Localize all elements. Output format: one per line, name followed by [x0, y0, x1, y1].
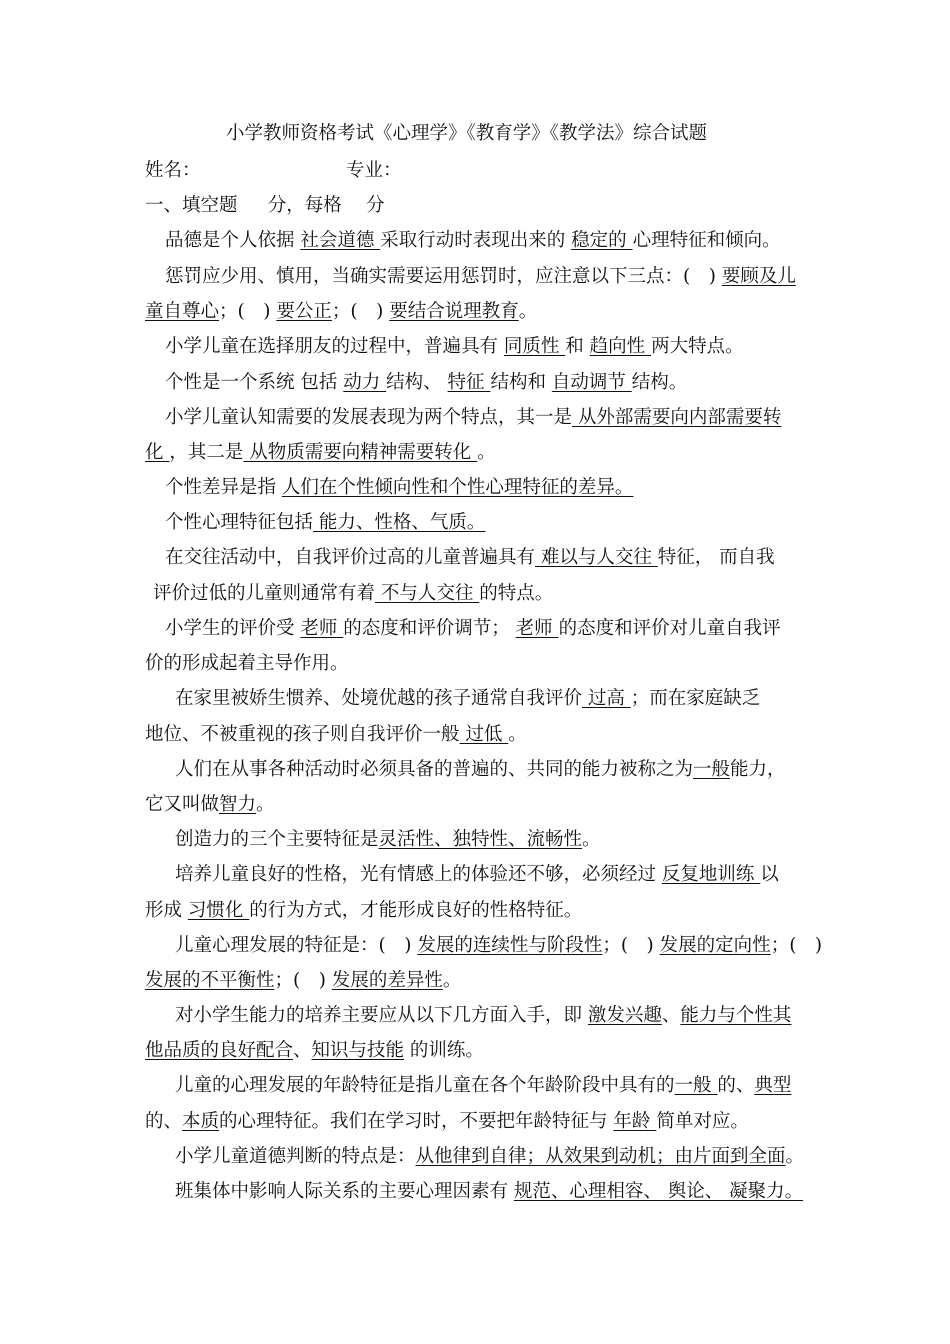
- question-text: 的特点。: [479, 583, 554, 604]
- answer-text: 化: [145, 442, 170, 463]
- question-text: 形成: [145, 900, 188, 921]
- question-line: [165, 546, 775, 570]
- question-text: 儿童的心理发展的年龄特征是指儿童在各个年龄阶段中具有的: [175, 1075, 675, 1096]
- question-text: 。: [785, 1146, 805, 1167]
- question-line: [145, 899, 582, 923]
- question-text: 对小学生能力的培养主要应从以下几方面入手，即: [175, 1005, 588, 1026]
- question-line: [175, 1180, 803, 1204]
- question-line: [165, 265, 796, 289]
- question-text: 、: [293, 1040, 312, 1061]
- question-text: 在家里被娇生惯养、处境优越的孩子通常自我评价: [175, 688, 583, 709]
- question-text: 的、: [145, 1111, 183, 1132]
- answer-text: 老师: [515, 618, 559, 639]
- question-line: [165, 511, 485, 535]
- question-line: [145, 1039, 484, 1063]
- question-text: ；( ): [602, 935, 660, 956]
- section-heading: 一、填空题 分，每格 分: [145, 195, 385, 216]
- question-text: 的态度和评价对儿童自我评: [558, 618, 781, 639]
- question-line: [175, 863, 779, 887]
- answer-text: 社会道德: [300, 230, 381, 251]
- answer-text: 同质性: [503, 336, 566, 357]
- question-line: [145, 1110, 749, 1134]
- answer-text: 自动调节: [551, 372, 632, 393]
- question-line: [175, 687, 760, 711]
- question-text: ；( ): [770, 935, 823, 956]
- question-text: 。: [518, 301, 538, 322]
- answer-text: 趋向性: [589, 336, 652, 357]
- question-line: [175, 828, 601, 852]
- question-text: 小学生的评价受: [165, 618, 301, 639]
- question-line: [175, 1145, 804, 1169]
- answer-text: 规范、心理相容、 舆论、 凝聚力。: [513, 1181, 804, 1202]
- question-line: [153, 582, 553, 606]
- answer-text: 能力、性格、气质。: [313, 512, 486, 533]
- question-text: 惩罚应少用、慎用，当确实需要运用惩罚时，应注意以下三点：( ): [165, 266, 722, 287]
- question-text: 结构。: [631, 372, 688, 393]
- question-text: 结构、: [386, 372, 448, 393]
- answer-text: 灵活性、独特性、流畅性: [378, 829, 583, 850]
- question-text: 小学儿童认知需要的发展表现为两个特点，其一是: [165, 407, 573, 428]
- question-text: 儿童心理发展的特征是：( ): [175, 935, 418, 956]
- question-text: 特征， 而自我: [657, 547, 775, 568]
- question-line: [175, 1074, 791, 1098]
- answer-text: 发展的差异性: [331, 970, 443, 991]
- answer-text: 典型: [754, 1075, 792, 1096]
- answer-text: 不与人交往: [375, 583, 480, 604]
- answer-text: 发展的不平衡性: [145, 970, 275, 991]
- question-line: [165, 476, 633, 500]
- answer-text: 过高: [582, 688, 631, 709]
- question-text: 价的形成起着主导作用。: [145, 653, 349, 674]
- answer-text: 过低: [459, 724, 509, 745]
- answer-text: 特征: [447, 372, 491, 393]
- question-line: [175, 1004, 791, 1028]
- question-text: ；而在家庭缺乏: [630, 688, 761, 709]
- question-text: 采取行动时表现出来的: [380, 230, 572, 251]
- question-text: 、: [661, 1005, 681, 1026]
- answer-text: 智力: [219, 794, 257, 815]
- question-line: [165, 406, 781, 430]
- answer-text: 发展的连续性与阶段性: [417, 935, 603, 956]
- question-text: 的态度和评价调节；: [343, 618, 516, 639]
- question-line: [165, 371, 687, 395]
- question-text: 的行为方式，才能形成良好的性格特征。: [249, 900, 583, 921]
- question-text: 。: [582, 829, 601, 850]
- name-label: 姓名：: [145, 160, 201, 181]
- answer-text: 一般: [674, 1075, 718, 1096]
- answer-text: 童自尊心: [145, 301, 220, 322]
- question-text: ；( ): [219, 301, 277, 322]
- question-text: 品德是个人依据: [165, 230, 301, 251]
- question-line: [145, 793, 275, 817]
- question-text: 两大特点。: [651, 336, 744, 357]
- answer-text: 发展的定向性: [659, 935, 771, 956]
- question-text: 地位、不被重视的孩子则自我评价一般: [145, 724, 460, 745]
- answer-text: 从他律到自律；从效果到动机；由片面到全面: [415, 1146, 786, 1167]
- answer-text: 他品质的良好配合: [145, 1040, 294, 1061]
- question-text: 评价过低的儿童则通常有着: [153, 583, 376, 604]
- question-line: [145, 441, 496, 465]
- question-text: 和: [565, 336, 590, 357]
- answer-text: 人们在个性倾向性和个性心理特征的差异。: [281, 477, 634, 498]
- answer-text: 要结合说理教育: [389, 301, 519, 322]
- question-text: 。: [256, 794, 275, 815]
- answer-text: 要公正: [276, 301, 332, 322]
- answer-text: 老师: [300, 618, 344, 639]
- answer-text: 激发兴趣: [587, 1005, 662, 1026]
- question-text: 在交往活动中，自我评价过高的儿童普遍具有: [165, 547, 536, 568]
- answer-text: 一般: [693, 759, 731, 780]
- question-text: 小学儿童道德判断的特点是：: [175, 1146, 416, 1167]
- question-text: 的、: [717, 1075, 755, 1096]
- answer-text: 反复地训练: [661, 864, 761, 885]
- question-line: [165, 335, 744, 359]
- question-line: [175, 934, 822, 958]
- question-text: 心理特征和倾向。: [632, 230, 781, 251]
- question-text: 结构和: [490, 372, 552, 393]
- question-line: [175, 758, 786, 782]
- question-line: [145, 300, 537, 324]
- answer-text: 能力与个性其: [680, 1005, 792, 1026]
- question-text: 简单对应。: [656, 1111, 749, 1132]
- answer-text: 稳定的: [571, 230, 633, 251]
- question-text: 能力，: [730, 759, 786, 780]
- question-text: ，其二是: [169, 442, 244, 463]
- question-text: 小学儿童在选择朋友的过程中，普遍具有: [165, 336, 504, 357]
- question-line: [145, 969, 461, 993]
- question-line: [145, 723, 527, 747]
- question-text: 以: [760, 864, 779, 885]
- answer-text: 知识与技能: [311, 1040, 405, 1061]
- question-text: 个性心理特征包括: [165, 512, 314, 533]
- question-text: 创造力的三个主要特征是: [175, 829, 379, 850]
- question-text: ；( ): [331, 301, 390, 322]
- question-text: 的训练。: [404, 1040, 484, 1061]
- question-text: 它又叫做: [145, 794, 220, 815]
- question-text: 个性差异是指: [165, 477, 282, 498]
- answer-text: 要顾及儿: [721, 266, 796, 287]
- question-text: 个性是一个系统 包括: [165, 372, 344, 393]
- answer-text: 从外部需要向内部需要转: [572, 407, 782, 428]
- question-text: 。: [442, 970, 462, 991]
- major-label: 专业：: [346, 160, 402, 181]
- answer-text: 年龄: [613, 1111, 657, 1132]
- question-line: [165, 229, 781, 253]
- question-text: ；( ): [274, 970, 332, 991]
- answer-text: 从物质需要向精神需要转化: [243, 442, 478, 463]
- question-text: 培养儿童良好的性格，光有情感上的体验还不够，必须经过: [175, 864, 662, 885]
- question-line: [165, 617, 781, 641]
- question-text: 。: [477, 442, 496, 463]
- question-text: 班集体中影响人际关系的主要心理因素有: [175, 1181, 514, 1202]
- answer-text: 动力: [343, 372, 387, 393]
- page-title: 小学教师资格考试《心理学》《教育学》《教学法》综合试题: [226, 123, 708, 144]
- answer-text: 习惯化: [187, 900, 250, 921]
- answer-text: 本质: [182, 1111, 220, 1132]
- answer-text: 难以与人交往: [535, 547, 658, 568]
- question-text: 。: [508, 724, 527, 745]
- question-line: [145, 652, 349, 676]
- question-text: 人们在从事各种活动时必须具备的普遍的、共同的能力被称之为: [175, 759, 694, 780]
- question-text: 的心理特征。我们在学习时，不要把年龄特征与: [219, 1111, 614, 1132]
